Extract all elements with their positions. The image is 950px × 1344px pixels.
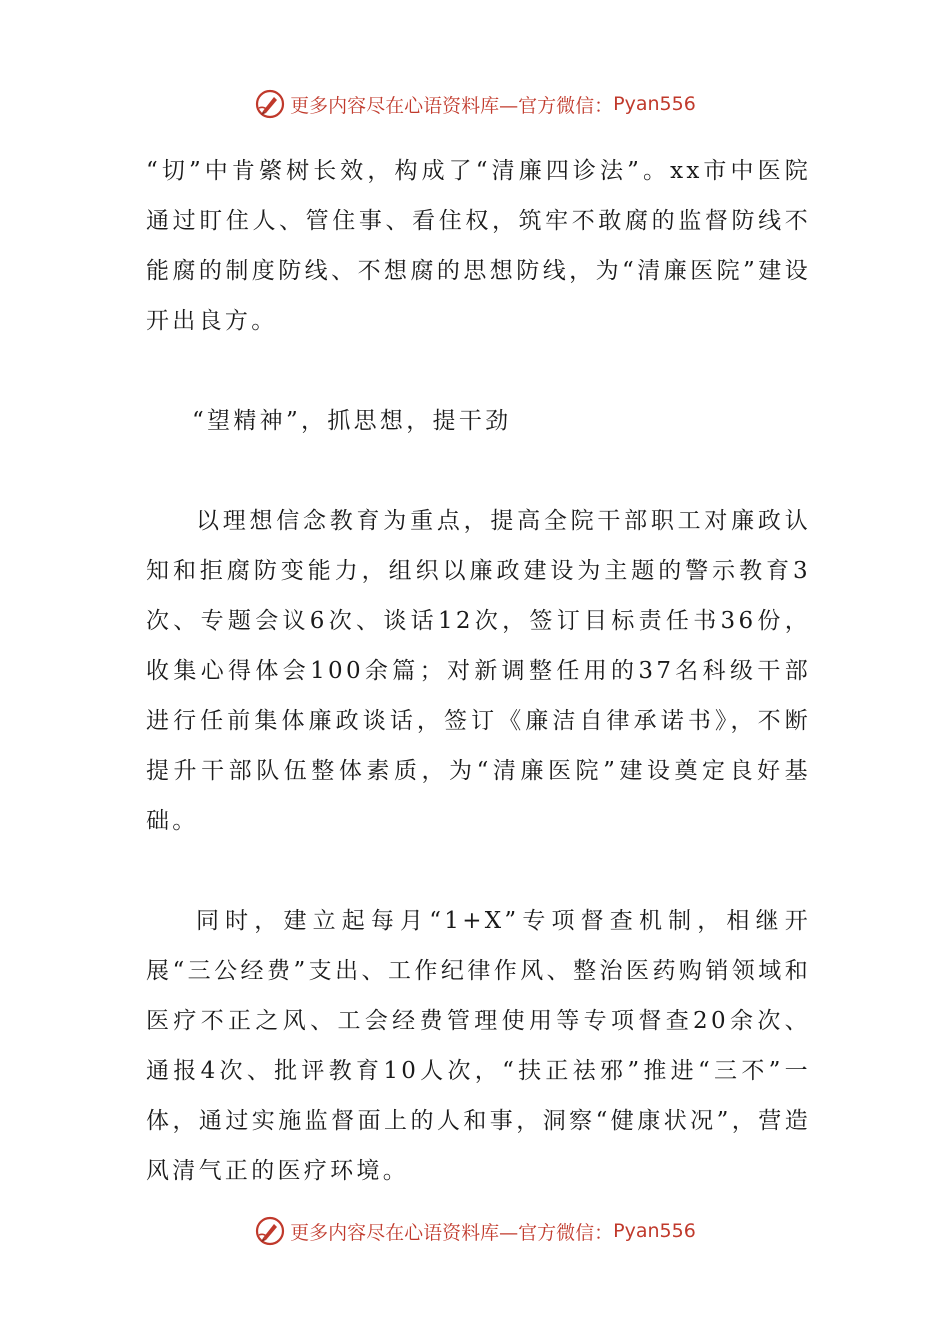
- section-heading: “望精神”，抓思想，提干劲: [192, 408, 512, 434]
- spacer: [146, 846, 811, 896]
- pen-logo-icon: [254, 1215, 286, 1247]
- paragraph-intro: “切”中肯綮树长效，构成了“清廉四诊法”。xx市中医院通过盯住人、管住事、看住权，筑牢不敢腐的监督防线不能腐的制度防线、不想腐的思想防线，为“清廉医院”建设开出良方。: [146, 158, 811, 334]
- pen-logo-icon: [254, 88, 286, 120]
- paragraph-supervision: 同时，建立起每月“1+X”专项督查机制，相继开展“三公经费”支出、工作纪律作风、整治医药购销领域和医疗不正之风、工会经费管理使用等专项督查20余次、通报4次、批评教育10人次，“扶正祛邪”推进“三不”一体，通过实施监督面上的人和事，洞察“健康状况”，营造风清气正的医疗环境。: [146, 908, 811, 1184]
- paragraph-education: 以理想信念教育为重点，提高全院干部职工对廉政认知和拒腐防变能力，组织以廉政建设为主题的警示教育3次、专题会议6次、谈话12次，签订目标责任书36份，收集心得体会100余篇；对新调整任用的37名科级干部进行任前集体廉政谈话，签订《廉洁自律承诺书》，不断提升干部队伍整体素质，为“清廉医院”建设奠定良好基础。: [146, 508, 811, 834]
- footer-banner: [0, 1211, 950, 1251]
- banner-wechat-id: Pyan556: [613, 1220, 696, 1242]
- document-body: [146, 146, 811, 1196]
- spacer: [146, 346, 811, 396]
- banner-text: 更多内容尽在心语资料库—官方微信：: [290, 1221, 614, 1244]
- header-banner: [0, 84, 950, 124]
- banner-wechat-id: Pyan556: [613, 93, 696, 115]
- spacer: [146, 446, 811, 496]
- banner-text: 更多内容尽在心语资料库—官方微信：: [290, 94, 614, 117]
